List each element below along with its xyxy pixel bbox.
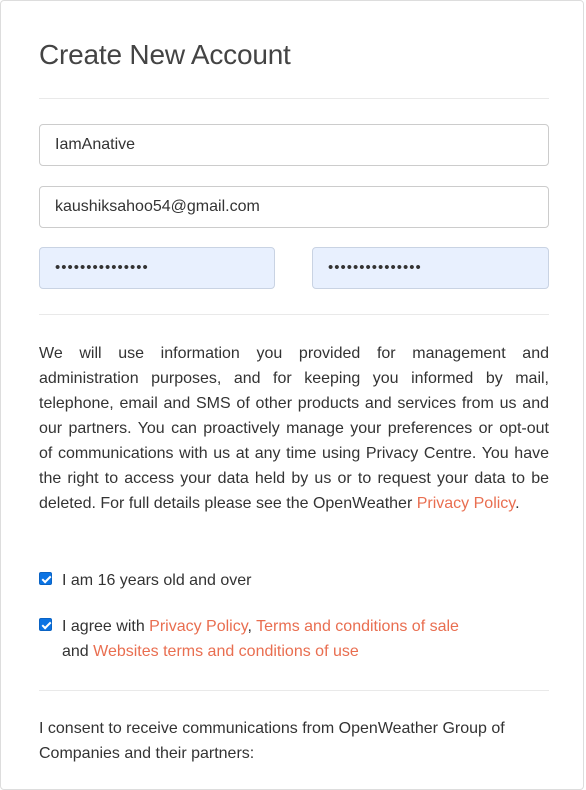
password-repeat-input[interactable]: •••••••••••••••	[312, 247, 549, 289]
agree-prefix: I agree with	[62, 618, 150, 635]
username-input[interactable]: IamAnative	[39, 124, 549, 166]
privacy-notice-text: We will use information you provided for management and administration purposes, and for keeping you informed by mail, telephone, email and SMS of other products and services from us and our partners. You can proactively manage your preferences or opt-out of communications with us at any time using Privacy Centre. You have the right to access your data held by us or to request your data to be deleted. For full details please see the OpenWeather	[39, 345, 549, 512]
email-input[interactable]: kaushiksahoo54@gmail.com	[39, 186, 549, 228]
agree-separator-2: and	[62, 643, 94, 660]
agree-checkbox[interactable]	[39, 618, 52, 631]
websites-terms-link[interactable]: Websites terms and conditions of use	[93, 643, 359, 660]
terms-of-sale-link[interactable]: Terms and conditions of sale	[256, 618, 459, 635]
agree-check-row	[39, 614, 479, 664]
age-checkbox[interactable]	[39, 572, 52, 585]
agree-privacy-link[interactable]: Privacy Policy	[149, 618, 248, 635]
privacy-notice-end: .	[515, 495, 520, 512]
consent-text: I consent to receive communications from OpenWeather Group of Companies and their partners:	[39, 720, 505, 762]
privacy-notice	[39, 341, 549, 516]
agree-separator-1: ,	[247, 618, 257, 635]
agree-check-label	[39, 614, 479, 664]
agree-divider	[39, 690, 549, 691]
page-title: Create New Account	[39, 39, 291, 70]
age-check-row	[39, 568, 549, 593]
privacy-policy-link[interactable]: Privacy Policy	[416, 495, 516, 512]
title-divider	[39, 98, 549, 99]
password-input[interactable]: •••••••••••••••	[39, 247, 275, 289]
fields-divider	[39, 314, 549, 315]
age-check-label: I am 16 years old and over	[62, 572, 252, 589]
